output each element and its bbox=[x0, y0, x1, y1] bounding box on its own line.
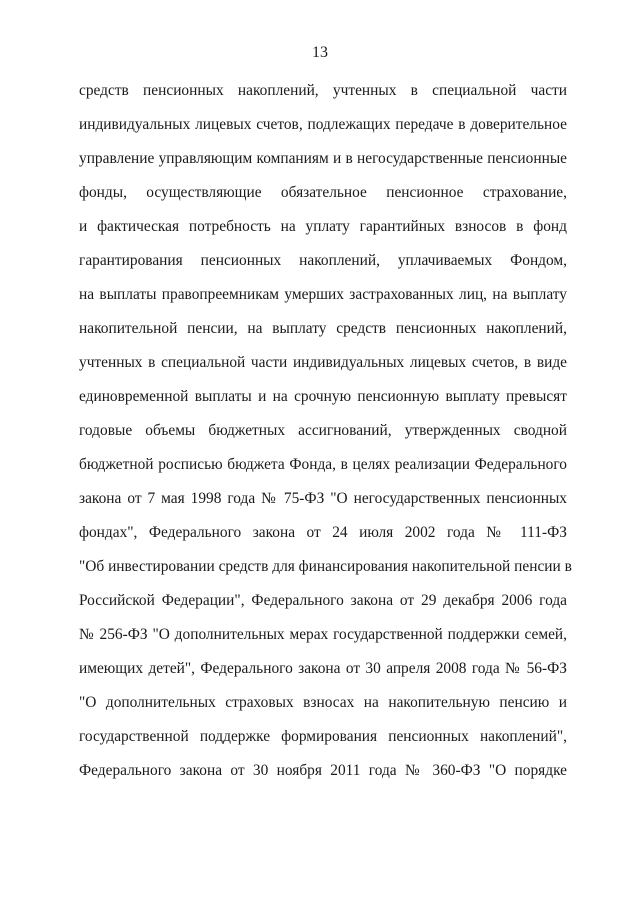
text-line: фондах", Федерального закона от 24 июля 2002 года № 111-ФЗ bbox=[79, 524, 567, 541]
text-line: фонды, осуществляющие обязательное пенсионное страхование, bbox=[79, 184, 567, 201]
text-line: индивидуальных лицевых счетов, подлежащих передаче в доверительное bbox=[79, 116, 567, 133]
text-line: накопительной пенсии, на выплату средств пенсионных накоплений, bbox=[79, 320, 567, 337]
text-line: средств пенсионных накоплений, учтенных в специальной части bbox=[79, 82, 567, 99]
text-line: имеющих детей", Федерального закона от 30 апреля 2008 года № 56-ФЗ bbox=[79, 660, 567, 677]
text-line: "Об инвестировании средств для финансирования накопительной пенсии в bbox=[79, 558, 572, 575]
text-line: № 256-ФЗ "О дополнительных мерах государственной поддержки семей, bbox=[79, 626, 567, 643]
text-line: управление управляющим компаниям и в негосударственные пенсионные bbox=[79, 150, 567, 167]
text-line: Федерального закона от 30 ноября 2011 года № 360-ФЗ "О порядке bbox=[79, 762, 567, 779]
text-line: "О дополнительных страховых взносах на накопительную пенсию и bbox=[79, 694, 567, 711]
text-line: государственной поддержке формирования пенсионных накоплений", bbox=[79, 728, 567, 745]
text-line: годовые объемы бюджетных ассигнований, утвержденных сводной bbox=[79, 422, 567, 439]
body-text bbox=[79, 80, 572, 794]
text-line: закона от 7 мая 1998 года № 75-ФЗ "О негосударственных пенсионных bbox=[79, 490, 567, 507]
text-line: на выплаты правопреемникам умерших застрахованных лиц, на выплату bbox=[79, 286, 567, 303]
text-line: гарантирования пенсионных накоплений, уплачиваемых Фондом, bbox=[79, 252, 567, 269]
text-line: Российской Федерации", Федерального закона от 29 декабря 2006 года bbox=[79, 592, 567, 609]
text-line: и фактическая потребность на уплату гарантийных взносов в фонд bbox=[79, 218, 567, 235]
page-number: 13 bbox=[312, 44, 328, 61]
text-line: бюджетной росписью бюджета Фонда, в целях реализации Федерального bbox=[79, 456, 567, 473]
text-line: учтенных в специальной части индивидуальных лицевых счетов, в виде bbox=[79, 354, 567, 371]
text-line: единовременной выплаты и на срочную пенсионную выплату превысят bbox=[79, 388, 567, 405]
